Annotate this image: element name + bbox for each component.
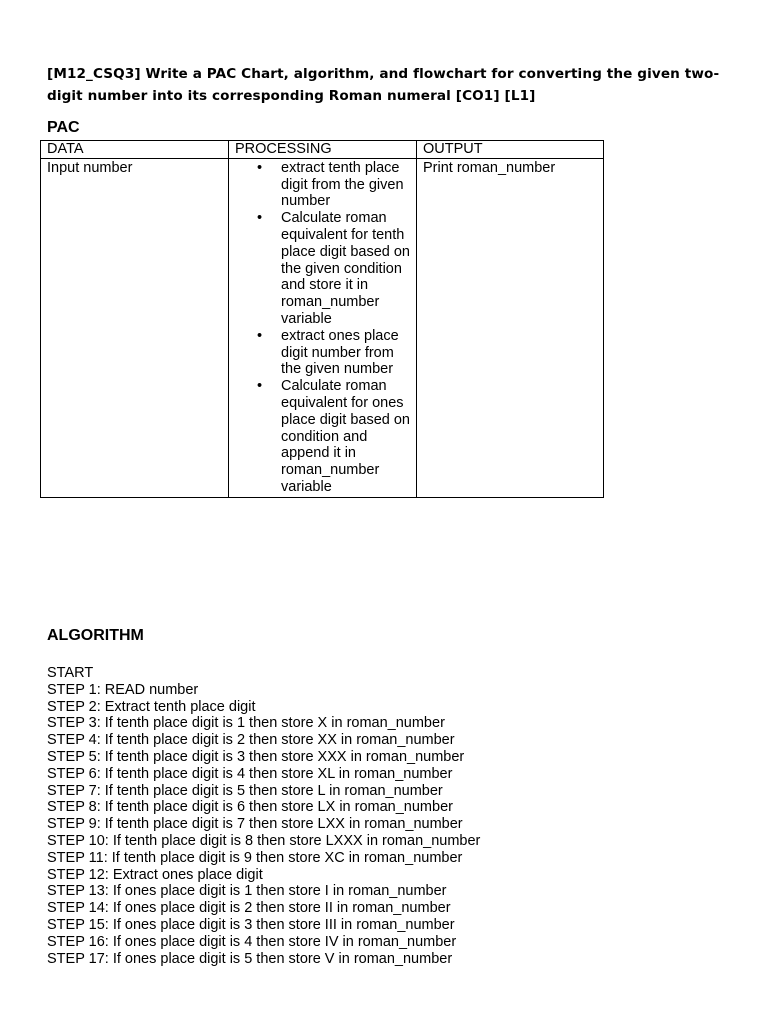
processing-item — [235, 378, 410, 496]
bullet-icon: • — [257, 327, 263, 344]
algorithm-step: STEP 12: Extract ones place digit — [47, 866, 263, 883]
algorithm-step: STEP 4: If tenth place digit is 2 then store XX in roman_number — [47, 732, 455, 749]
algorithm-step: STEP 15: If ones place digit is 3 then store III in roman_number — [47, 916, 455, 933]
question-line-2: digit number into its corresponding Roman numeral [CO1] [L1] — [47, 88, 536, 104]
pac-header-data: DATA — [41, 141, 229, 159]
algorithm-step: STEP 5: If tenth place digit is 3 then store XXX in roman_number — [47, 748, 465, 765]
algorithm-step: STEP 8: If tenth place digit is 6 then store LX in roman_number — [47, 799, 453, 816]
processing-item-text: extract tenth place digit from the given number — [281, 159, 404, 210]
pac-header-processing: PROCESSING — [229, 141, 417, 159]
algorithm-step: STEP 16: If ones place digit is 4 then store IV in roman_number — [47, 933, 457, 950]
algorithm-step: STEP 3: If tenth place digit is 1 then store X in roman_number — [47, 715, 445, 732]
algorithm-step: STEP 2: Extract tenth place digit — [47, 698, 256, 715]
processing-item — [235, 160, 410, 210]
algorithm-step: STEP 13: If ones place digit is 1 then store I in roman_number — [47, 883, 447, 900]
processing-item-text: Calculate roman equivalent for ones place digit based on condition and append it in roman_number variable — [281, 378, 410, 495]
pac-processing-cell — [229, 158, 417, 497]
pac-table — [40, 140, 604, 498]
question-line-1: [M12_CSQ3] Write a PAC Chart, algorithm, and flowchart for converting the given two- — [47, 66, 720, 82]
algorithm-step: STEP 17: If ones place digit is 5 then store V in roman_number — [47, 950, 453, 967]
pac-header-output: OUTPUT — [417, 141, 604, 159]
pac-body-row — [41, 158, 604, 497]
processing-item-text: Calculate roman equivalent for tenth place digit based on the given condition and store it in roman_number variable — [281, 210, 410, 327]
algorithm-step: STEP 11: If tenth place digit is 9 then store XC in roman_number — [47, 849, 463, 866]
algorithm-step: START — [47, 665, 94, 681]
pac-header-row — [41, 141, 604, 159]
bullet-icon: • — [257, 378, 263, 395]
algorithm-steps — [47, 665, 480, 967]
algorithm-step: STEP 9: If tenth place digit is 7 then store LXX in roman_number — [47, 816, 463, 833]
algorithm-step: STEP 6: If tenth place digit is 4 then store XL in roman_number — [47, 765, 453, 782]
algorithm-step: STEP 7: If tenth place digit is 5 then store L in roman_number — [47, 782, 443, 799]
bullet-icon: • — [257, 159, 263, 176]
processing-item — [235, 210, 410, 328]
processing-item-text: extract ones place digit number from the given number — [281, 327, 399, 378]
question-text — [47, 63, 737, 107]
bullet-icon: • — [257, 210, 263, 227]
algorithm-step: STEP 10: If tenth place digit is 8 then store LXXX in roman_number — [47, 832, 481, 849]
pac-output-cell: Print roman_number — [417, 158, 604, 497]
algorithm-heading: ALGORITHM — [47, 627, 144, 644]
pac-data-cell: Input number — [41, 158, 229, 497]
algorithm-step: STEP 1: READ number — [47, 681, 199, 698]
algorithm-step: STEP 14: If ones place digit is 2 then store II in roman_number — [47, 900, 451, 917]
pac-heading: PAC — [47, 119, 80, 136]
processing-item — [235, 328, 410, 378]
processing-list — [235, 160, 410, 496]
